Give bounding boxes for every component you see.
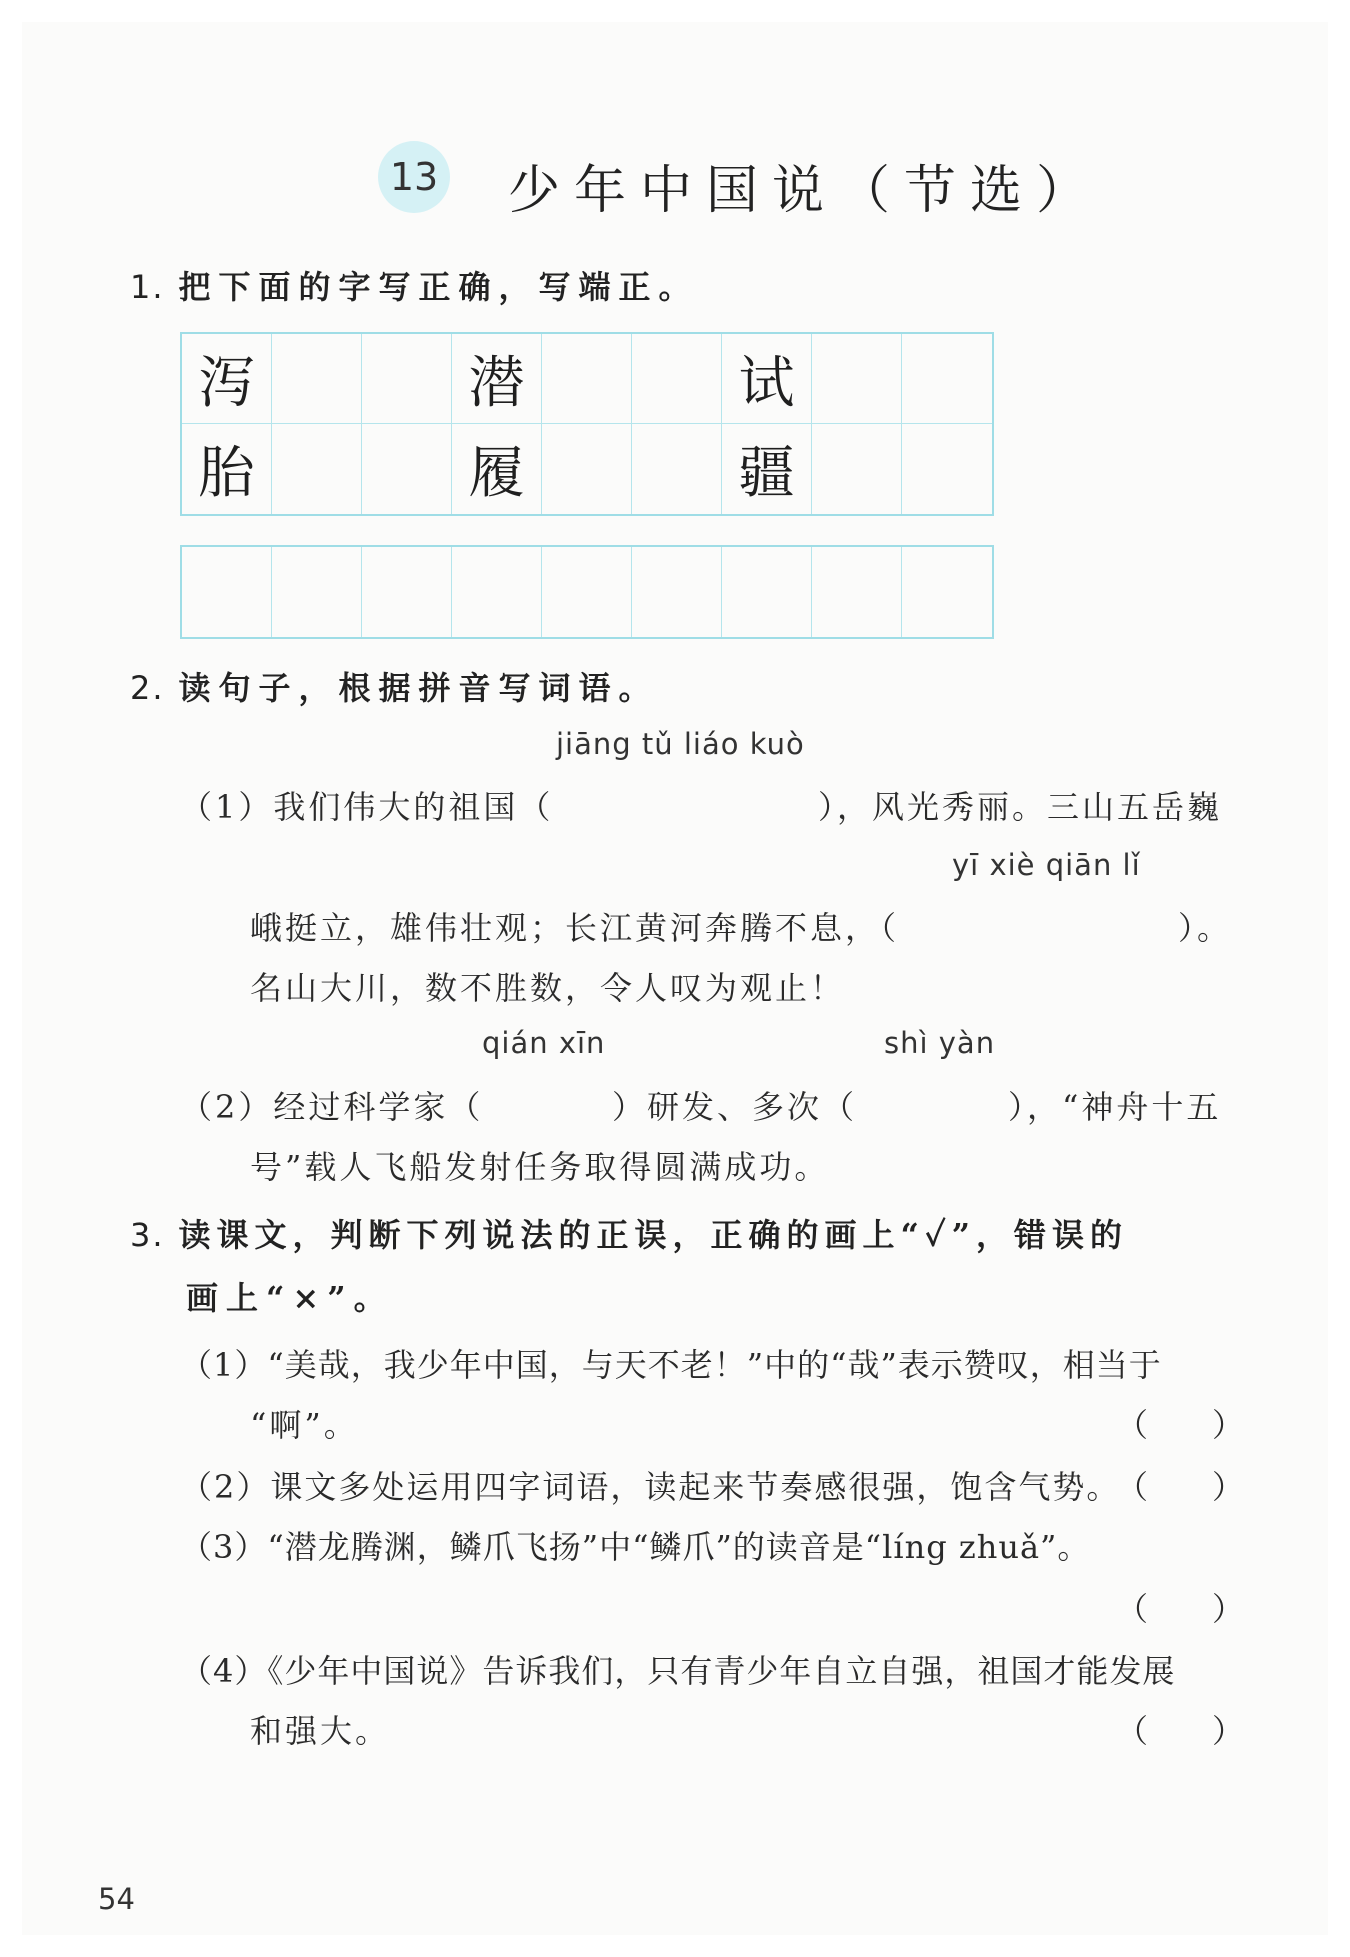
grid-empty-cell[interactable] <box>812 424 902 514</box>
grid-empty-cell[interactable] <box>542 334 632 424</box>
grid-empty-cell[interactable] <box>542 424 632 514</box>
grid-char-cell: 泻 <box>182 334 272 424</box>
grid-empty-cell[interactable] <box>902 334 992 424</box>
grid-empty-cell[interactable] <box>362 424 452 514</box>
q1-heading <box>130 262 699 308</box>
q1-number: 1. <box>130 268 165 306</box>
pinyin-jiang-tu-liao-kuo: jiāng tǔ liáo kuò <box>556 727 805 761</box>
q2-item2-line1-suffix: ），“神舟十五 <box>1008 1088 1222 1126</box>
q1-instruction: 把下面的字写正确，写端正。 <box>178 268 699 306</box>
q2-item1-line1-suffix: ），风光秀丽。三山五岳巍 <box>818 788 1223 826</box>
handwriting-grid-1 <box>180 332 994 516</box>
q2-item1-line2-prefix: 峨挺立，雄伟壮观；长江黄河奔腾不息，（ <box>250 909 900 947</box>
q3-item1-line2: “啊”。 <box>250 1406 359 1444</box>
grid-empty-cell[interactable] <box>542 547 632 637</box>
q3-item2-line1: （2）课文多处运用四字词语，读起来节奏感很强，饱含气势。 <box>180 1468 1121 1506</box>
pinyin-yi-xie-qian-li: yī xiè qiān lǐ <box>952 848 1141 882</box>
q2-item2-line1-mid: ）研发、多次（ <box>612 1088 858 1126</box>
q3-item3-answer-box[interactable]: （ ） <box>1116 1590 1245 1628</box>
q3-item1-line1: （1）“美哉，我少年中国，与天不老！”中的“哉”表示赞叹，相当于 <box>180 1346 1162 1384</box>
grid-char-cell: 潜 <box>452 334 542 424</box>
grid-empty-cell[interactable] <box>812 547 902 637</box>
q2-instruction: 读句子，根据拼音写词语。 <box>178 669 659 707</box>
grid-empty-cell[interactable] <box>182 547 272 637</box>
q2-number: 2. <box>130 669 165 707</box>
q3-number: 3. <box>130 1216 165 1254</box>
grid-empty-cell[interactable] <box>272 547 362 637</box>
q2-item2-line2: 号”载人飞船发射任务取得圆满成功。 <box>250 1148 830 1186</box>
q3-instruction-line1: 读课文，判断下列说法的正误，正确的画上“✓”，错误的 <box>178 1216 1128 1254</box>
q3-instruction-line2: 画上“×”。 <box>186 1279 394 1317</box>
page-number: 54 <box>98 1882 135 1916</box>
lesson-number: 13 <box>389 155 439 199</box>
grid-empty-cell[interactable] <box>272 334 362 424</box>
q2-item1-line3: 名山大川，数不胜数，令人叹为观止！ <box>250 969 846 1007</box>
q3-item3-line1: （3）“潜龙腾渊，鳞爪飞扬”中“鳞爪”的读音是“líng zhuǎ”。 <box>180 1528 1091 1566</box>
pinyin-qian-xin: qián xīn <box>482 1026 606 1060</box>
grid-empty-cell[interactable] <box>362 334 452 424</box>
grid-empty-cell[interactable] <box>632 334 722 424</box>
grid-empty-cell[interactable] <box>722 547 812 637</box>
grid-empty-cell[interactable] <box>272 424 362 514</box>
q2-item1-line1-prefix: （1）我们伟大的祖国（ <box>180 788 554 826</box>
grid-empty-cell[interactable] <box>632 547 722 637</box>
lesson-title: 少年中国说（节选） <box>508 161 1103 221</box>
q3-item4-line2: 和强大。 <box>250 1712 391 1750</box>
pinyin-shi-yan: shì yàn <box>884 1026 996 1060</box>
q3-item4-line1: （4）《少年中国说》告诉我们，只有青少年自立自强，祖国才能发展 <box>180 1652 1176 1690</box>
q3-item4-answer-box[interactable]: （ ） <box>1116 1712 1245 1750</box>
grid-empty-cell[interactable] <box>452 547 542 637</box>
q3-item2-answer-box[interactable]: （ ） <box>1116 1468 1245 1506</box>
q3-item1-answer-box[interactable]: （ ） <box>1116 1406 1245 1444</box>
grid-empty-cell[interactable] <box>812 334 902 424</box>
grid-empty-cell[interactable] <box>632 424 722 514</box>
lesson-number-badge <box>378 141 450 213</box>
grid-char-cell: 履 <box>452 424 542 514</box>
grid-empty-cell[interactable] <box>902 547 992 637</box>
grid-char-cell: 疆 <box>722 424 812 514</box>
grid-char-cell: 胎 <box>182 424 272 514</box>
q2-heading <box>130 663 659 709</box>
grid-empty-cell[interactable] <box>902 424 992 514</box>
grid-char-cell: 试 <box>722 334 812 424</box>
q2-item1-line2-suffix: ）。 <box>1178 909 1233 947</box>
q2-item2-line1-prefix: （2）经过科学家（ <box>180 1088 484 1126</box>
grid-empty-cell[interactable] <box>362 547 452 637</box>
q3-heading <box>130 1210 1128 1256</box>
handwriting-grid-2 <box>180 545 994 639</box>
